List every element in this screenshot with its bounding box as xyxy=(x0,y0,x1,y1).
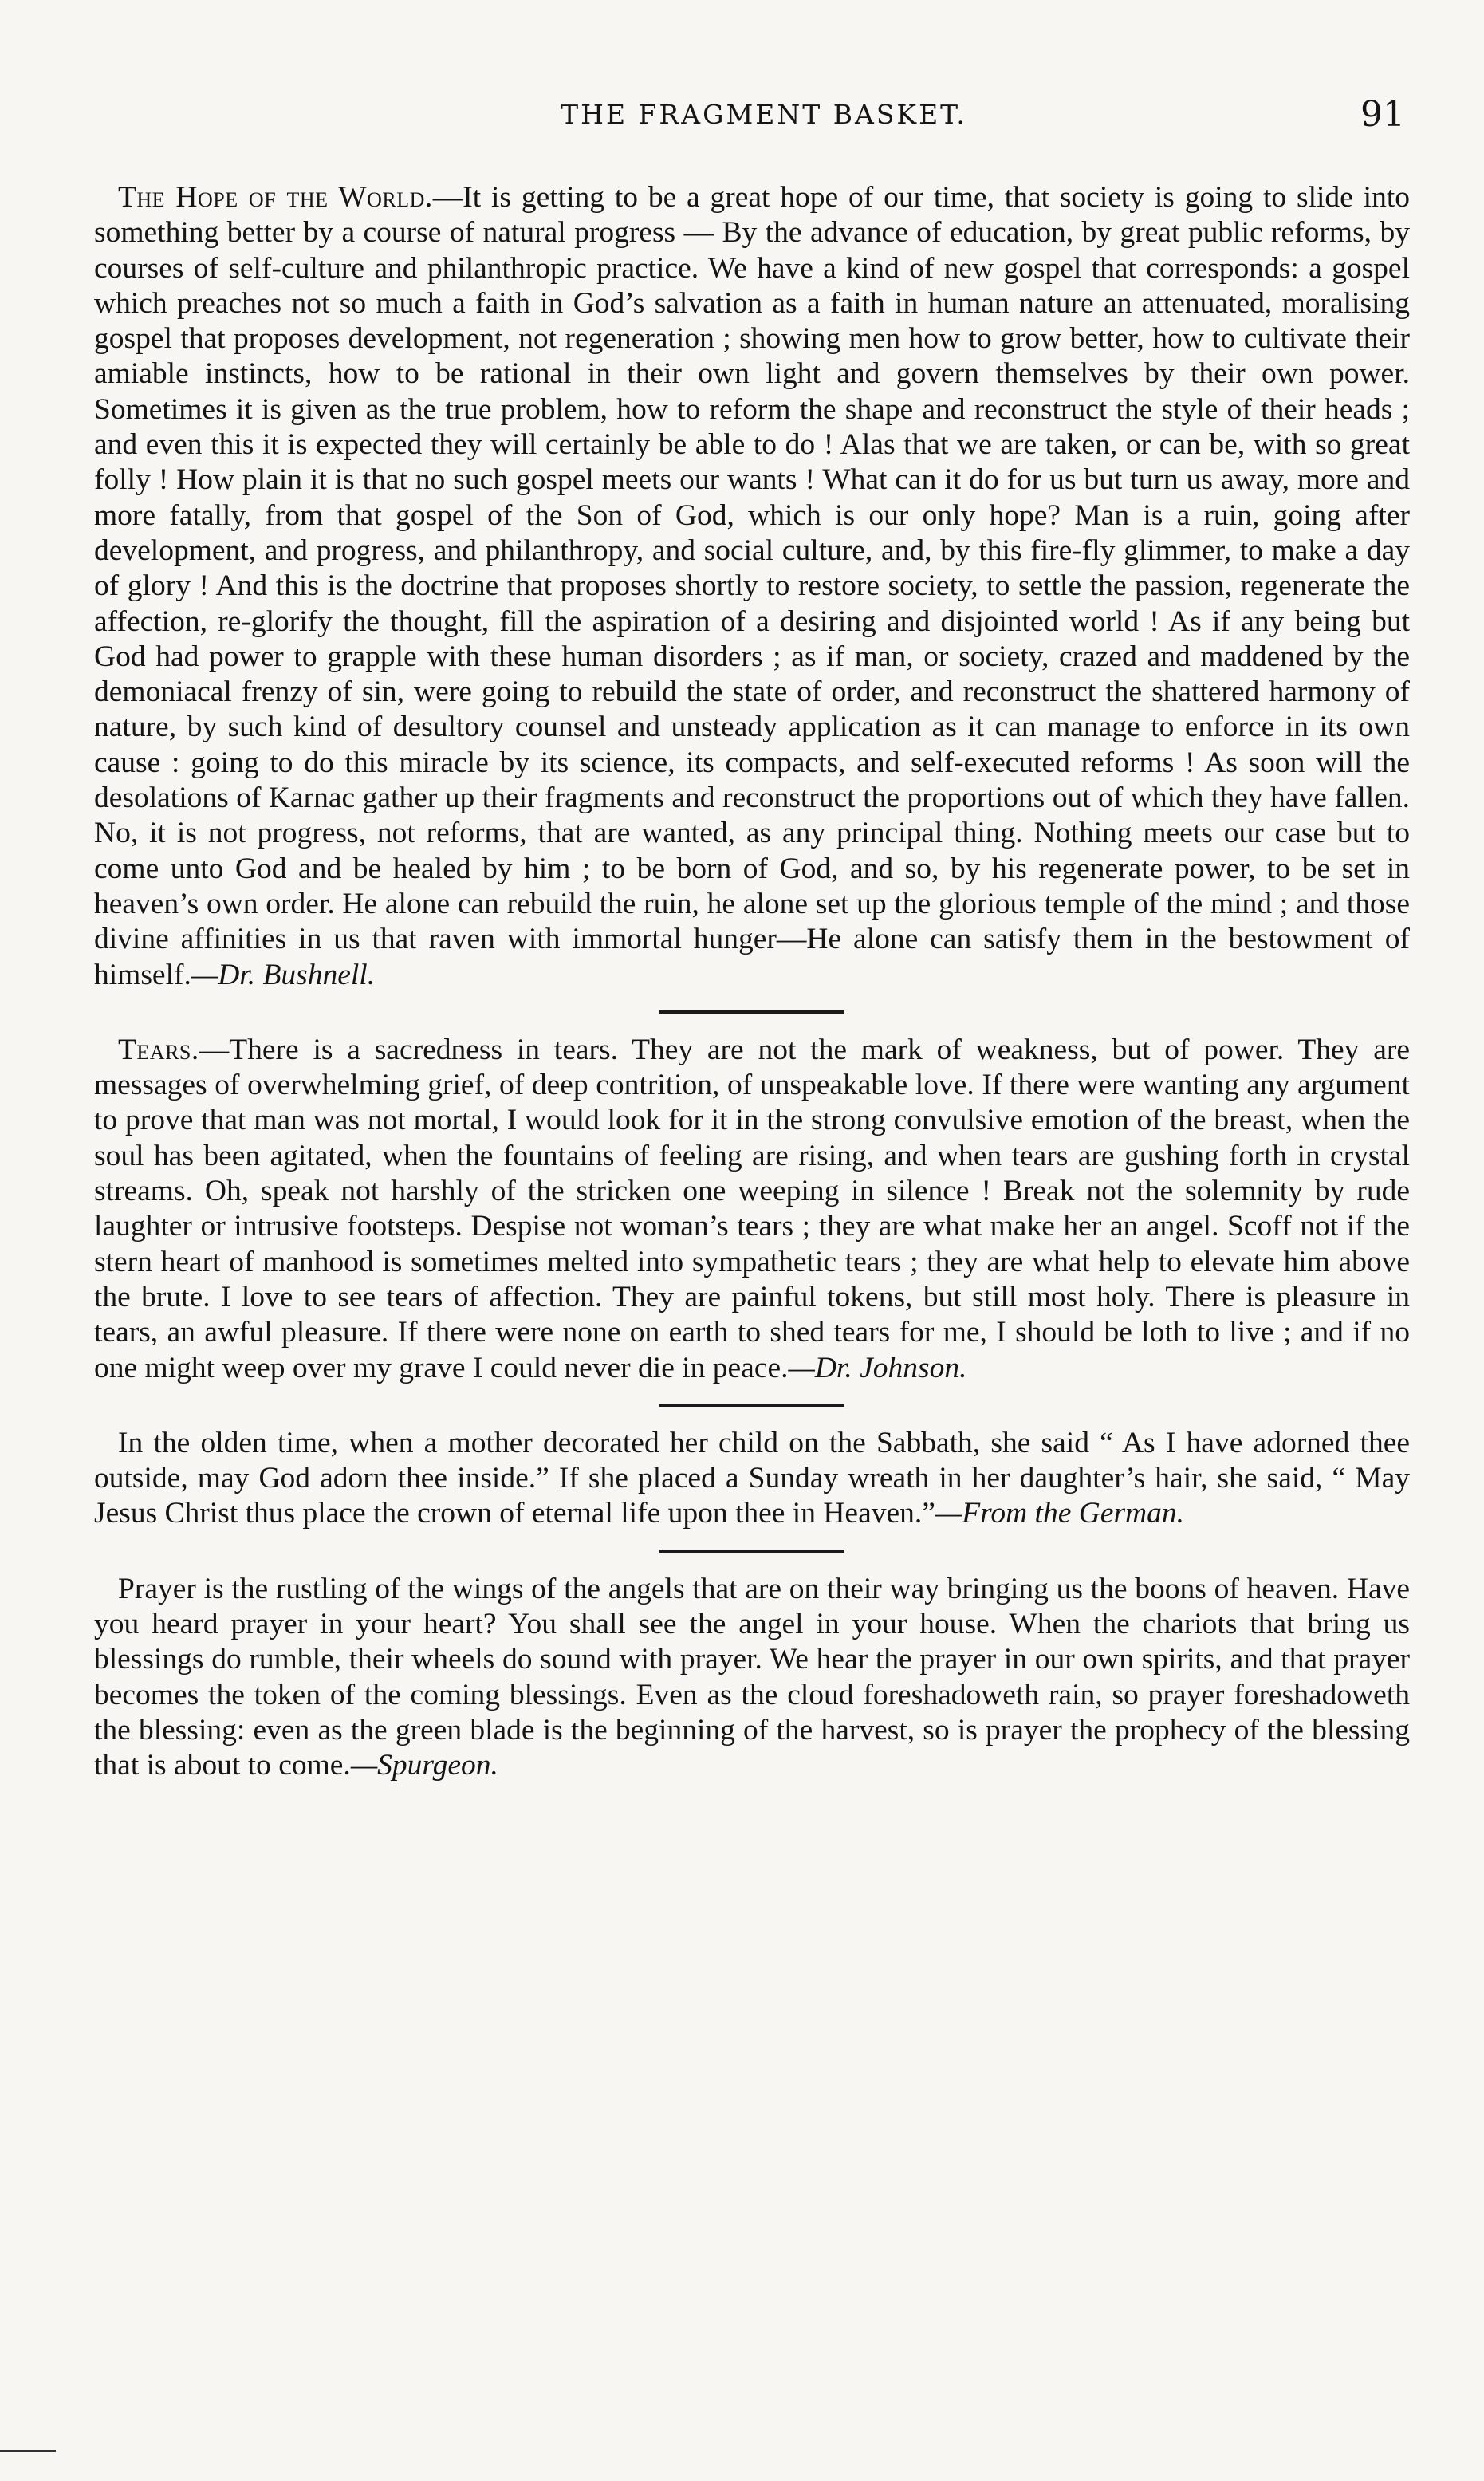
article-tears xyxy=(94,1033,1410,1386)
article-author: —Dr. Johnson. xyxy=(788,1351,967,1384)
running-title: THE FRAGMENT BASKET. xyxy=(561,99,967,130)
scan-edge-mark xyxy=(0,2450,56,2452)
article-author: —Dr. Bushnell. xyxy=(191,958,376,991)
article-body: —There is a sacredness in tears. They are not the mark of weakness, but of power. They are messages of overwhelming grief, of deep contrition, of unspeakable love. If there were wanting any argument to prove that man was not mortal, I would look for it in the strong convulsive emotion of the breast, when the soul has been agitated, when the fountains of feeling are rising, and when tears are gushing forth in crystal streams. Oh, speak not harshly of the stricken one weeping in silence ! Break not the solemnity by rude laughter or intrusive footsteps. Despise not woman’s tears ; they are what make her an angel. Scoff not if the stern heart of manhood is sometimes melted into sympathetic tears ; they are what help to elevate him above the brute. I love to see tears of affection. They are painful tokens, but still most holy. There is pleasure in tears, an awful pleasure. If there were none on earth to shed tears for me, I should be loth to live ; and if no one might weep over my grave I could never die in peace. xyxy=(94,1033,1410,1384)
article-prayer xyxy=(94,1572,1410,1784)
article-hope-of-the-world xyxy=(94,180,1410,993)
article-title: The Hope of the World. xyxy=(118,181,433,214)
running-head xyxy=(112,94,1416,142)
section-divider xyxy=(659,1404,844,1407)
section-divider xyxy=(659,1010,844,1014)
article-olden-time xyxy=(94,1426,1410,1532)
section-divider xyxy=(659,1550,844,1553)
page-content xyxy=(94,180,1410,1783)
page-number: 91 xyxy=(1360,94,1405,135)
article-body: In the olden time, when a mother decorated her child on the Sabbath, she said “ As I have adorned thee outside, may God adorn thee inside.” If she placed a Sunday wreath in her daughter’s hair, she said, “ May Jesus Christ thus place the crown of eternal life upon thee in Heaven.” xyxy=(94,1426,1410,1530)
article-author: —Spurgeon. xyxy=(350,1749,498,1782)
article-body: Prayer is the rustling of the wings of the angels that are on their way bringing us the boons of heaven. Have you heard prayer in your heart? You shall see the angel in your house. When the chariots that bring us blessings do rumble, their wheels do sound with prayer. We hear the prayer in our own spirits, and that prayer becomes the token of the coming blessings. Even as the cloud foreshadoweth rain, so prayer foreshadoweth the blessing: even as the green blade is the beginning of the harvest, so is prayer the prophecy of the blessing that is about to come. xyxy=(94,1572,1410,1782)
article-author: —From the German. xyxy=(935,1497,1184,1530)
article-title: Tears. xyxy=(118,1033,199,1066)
article-body: —It is getting to be a great hope of our time, that society is going to slide into something better by a course of natural progress — By the advance of education, by great public reforms, by courses of self-culture and philanthropic practice. We have a kind of new gospel that corresponds: a gospel which preaches not so much a faith in God’s salvation as a faith in human nature an attenuated, moralising gospel that proposes development, not regeneration ; showing men how to grow better, how to cultivate their amiable instincts, how to be rational in their own light and govern themselves by their own power. Sometimes it is given as the true problem, how to reform the shape and reconstruct the style of their heads ; and even this it is expected they will certainly be able to do ! Alas that we are taken, or can be, with so great folly ! How plain it is that no such gospel meets our wants ! What can it do for us but turn us away, more and more fatally, from that gospel of the Son of God, which is our only hope? Man is a ruin, going after development, and progress, and philanthropy, and social culture, and, by this fire-fly glimmer, to make a day of glory ! And this is the doctrine that proposes shortly to restore society, to settle the passion, regenerate the affection, re-glorify the thought, fill the aspiration of a desiring and disjointed world ! As if any being but God had power to grapple with these human disorders ; as if man, or society, crazed and maddened by the demoniacal frenzy of sin, were going to rebuild the state of order, and reconstruct the shattered harmony of nature, by such kind of desultory counsel and unsteady application as it can manage to enforce in its own cause : going to do this miracle by its science, its compacts, and self-executed reforms ! As soon will the desolations of Karnac gather up their fragments and reconstruct the proportions out of which they have fallen. No, it is not progress, not reforms, that are wanted, as any principal thing. Nothing meets our case but to come unto God and be healed by him ; to be born of God, and so, by his regenerate power, to be set in heaven’s own order. He alone can rebuild the ruin, he alone set up the glorious temple of the mind ; and those divine affinities in us that raven with immortal hunger—He alone can satisfy them in the bestowment of himself. xyxy=(94,181,1410,991)
